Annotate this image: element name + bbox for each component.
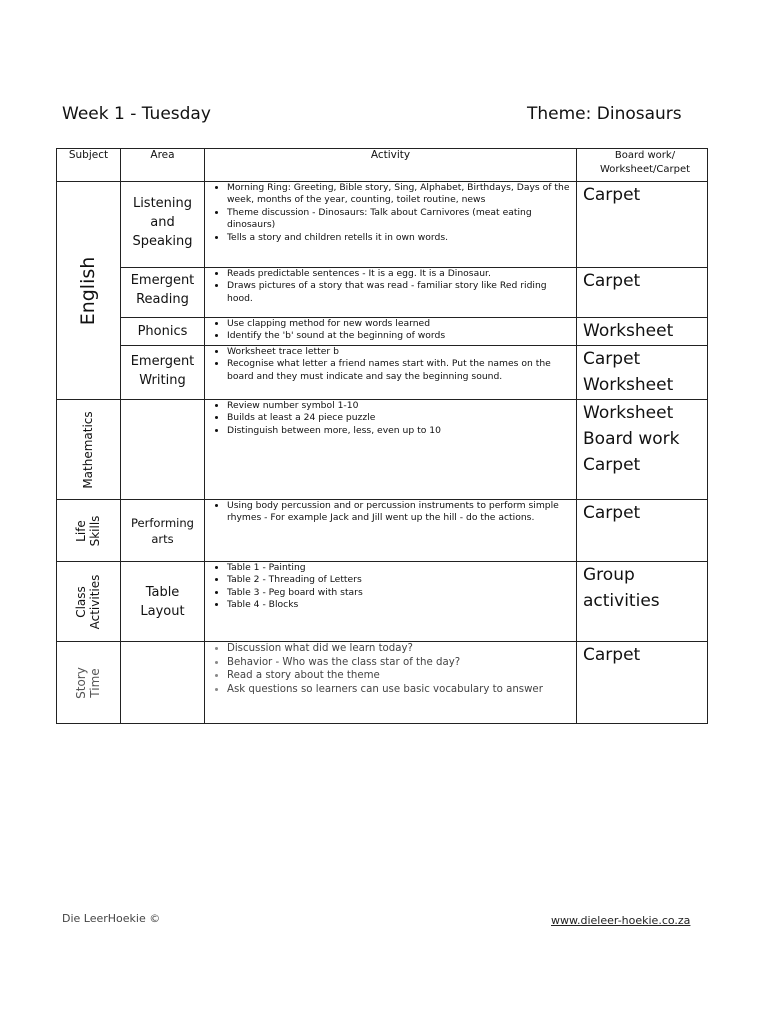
area-line: and <box>150 215 175 230</box>
activity-item: • Theme discussion - Dinosaurs: Talk about Carnivores (meat eating dinosaurs) <box>227 207 572 232</box>
subject-class-activities-label <box>75 574 103 629</box>
board-cell <box>577 182 708 268</box>
table-row <box>57 642 708 724</box>
activity-item: • Tells a story and children retells it in own words. <box>227 232 572 244</box>
column-header-area: Area <box>121 149 205 182</box>
area-line: Writing <box>139 373 186 388</box>
area-line: Reading <box>136 292 189 307</box>
area-cell <box>121 562 205 642</box>
area-cell <box>121 318 205 346</box>
area-line: Emergent <box>130 354 195 369</box>
subject-label-line: Class <box>73 585 88 618</box>
board-cell <box>577 346 708 400</box>
board-item: Worksheet <box>583 375 674 395</box>
subject-mathematics <box>57 400 121 500</box>
area-line: Emergent <box>130 273 195 288</box>
table-row <box>57 268 708 318</box>
area-line: Layout <box>140 603 185 619</box>
area-cell <box>121 268 205 318</box>
activity-item: • Table 4 - Blocks <box>227 599 572 611</box>
board-item: Board work <box>583 429 680 449</box>
board-cell <box>577 562 708 642</box>
board-item: Carpet <box>583 645 641 665</box>
activity-cell <box>205 562 577 642</box>
activity-item: • Read a story about the theme <box>227 669 572 683</box>
table-row <box>57 400 708 500</box>
activity-cell <box>205 182 577 268</box>
lesson-plan-table <box>56 148 708 724</box>
area-cell <box>121 182 205 268</box>
area-line: Listening <box>132 196 193 211</box>
activity-item: • Recognise what letter a friend names start with. Put the names on the board and they must indicate and say the beginning sound. <box>227 358 572 383</box>
footer-brand: Die LeerHoekie © <box>62 912 161 925</box>
subject-life-skills-label <box>75 515 103 546</box>
area-line: Phonics <box>137 324 188 339</box>
table-row <box>57 562 708 642</box>
board-cell <box>577 500 708 562</box>
activity-item: • Morning Ring: Greeting, Bible story, Sing, Alphabet, Birthdays, Days of the week, months of the year, counting, toilet routine, news <box>227 182 572 207</box>
subject-mathematics-label: Mathematics <box>80 410 95 489</box>
area-cell <box>121 400 205 500</box>
board-item: Worksheet <box>583 403 674 423</box>
area-line: Performing <box>131 515 194 530</box>
activity-item: • Discussion what did we learn today? <box>227 642 572 656</box>
activity-item: • Review number symbol 1-10 <box>227 400 572 412</box>
subject-english-label: English <box>76 256 99 325</box>
subject-life-skills <box>57 500 121 562</box>
table-row <box>57 346 708 400</box>
area-line: Speaking <box>132 234 193 249</box>
area-cell <box>121 500 205 562</box>
activity-item: • Draws pictures of a story that was read - familiar story like Red riding hood. <box>227 280 572 305</box>
board-item: Carpet <box>583 455 641 475</box>
subject-story-time <box>57 642 121 724</box>
subject-class-activities <box>57 562 121 642</box>
board-item: activities <box>583 591 660 611</box>
column-header-subject: Subject <box>57 149 121 182</box>
board-item: Worksheet <box>583 321 674 341</box>
subject-label-line: Skills <box>87 515 102 546</box>
area-line: Table <box>145 584 180 600</box>
activity-item: • Identify the 'b' sound at the beginning of words <box>227 330 572 342</box>
subject-label-line: Activities <box>87 574 102 629</box>
page-title: Week 1 - Tuesday <box>62 104 211 124</box>
activity-item: • Builds at least a 24 piece puzzle <box>227 412 572 424</box>
board-cell <box>577 642 708 724</box>
activity-cell <box>205 346 577 400</box>
area-cell <box>121 346 205 400</box>
activity-item: • Worksheet trace letter b <box>227 346 572 358</box>
activity-item: • Using body percussion and or percussion instruments to perform simple rhymes - For example Jack and Jill went up the hill - do the actions. <box>227 500 572 525</box>
area-cell <box>121 642 205 724</box>
activity-item: • Use clapping method for new words learned <box>227 318 572 330</box>
theme-label: Theme: Dinosaurs <box>527 104 682 124</box>
activity-cell <box>205 400 577 500</box>
board-header-line-2: Worksheet/Carpet <box>599 164 691 175</box>
board-cell <box>577 268 708 318</box>
board-header-line-1: Board work/ <box>614 150 676 161</box>
subject-label-line: Time <box>87 667 102 698</box>
activity-item: • Ask questions so learners can use basic vocabulary to answer <box>227 683 572 697</box>
activity-cell <box>205 318 577 346</box>
board-cell <box>577 400 708 500</box>
subject-label-line: Story <box>73 666 88 699</box>
table-row <box>57 318 708 346</box>
activity-cell <box>205 500 577 562</box>
activity-item: • Reads predictable sentences - It is a egg. It is a Dinosaur. <box>227 268 572 280</box>
board-item: Carpet <box>583 349 641 369</box>
board-item: Carpet <box>583 271 641 291</box>
subject-label-line: Life <box>73 519 88 542</box>
activity-cell <box>205 642 577 724</box>
subject-story-time-label <box>75 667 103 699</box>
activity-item: • Table 3 - Peg board with stars <box>227 587 572 599</box>
board-cell <box>577 318 708 346</box>
footer-url[interactable]: www.dieleer-hoekie.co.za <box>551 914 691 927</box>
table-row <box>57 500 708 562</box>
column-header-board <box>577 149 708 182</box>
subject-english <box>57 182 121 400</box>
board-item: Group <box>583 565 635 585</box>
activity-item: • Behavior - Who was the class star of the day? <box>227 656 572 670</box>
board-item: Carpet <box>583 503 641 523</box>
board-item: Carpet <box>583 185 641 205</box>
table-row <box>57 182 708 268</box>
activity-item: • Table 2 - Threading of Letters <box>227 574 572 586</box>
activity-item: • Table 1 - Painting <box>227 562 572 574</box>
activity-item: • Distinguish between more, less, even up to 10 <box>227 425 572 437</box>
activity-cell <box>205 268 577 318</box>
table-header-row <box>57 149 708 182</box>
column-header-activity: Activity <box>205 149 577 182</box>
area-line: arts <box>151 531 174 546</box>
